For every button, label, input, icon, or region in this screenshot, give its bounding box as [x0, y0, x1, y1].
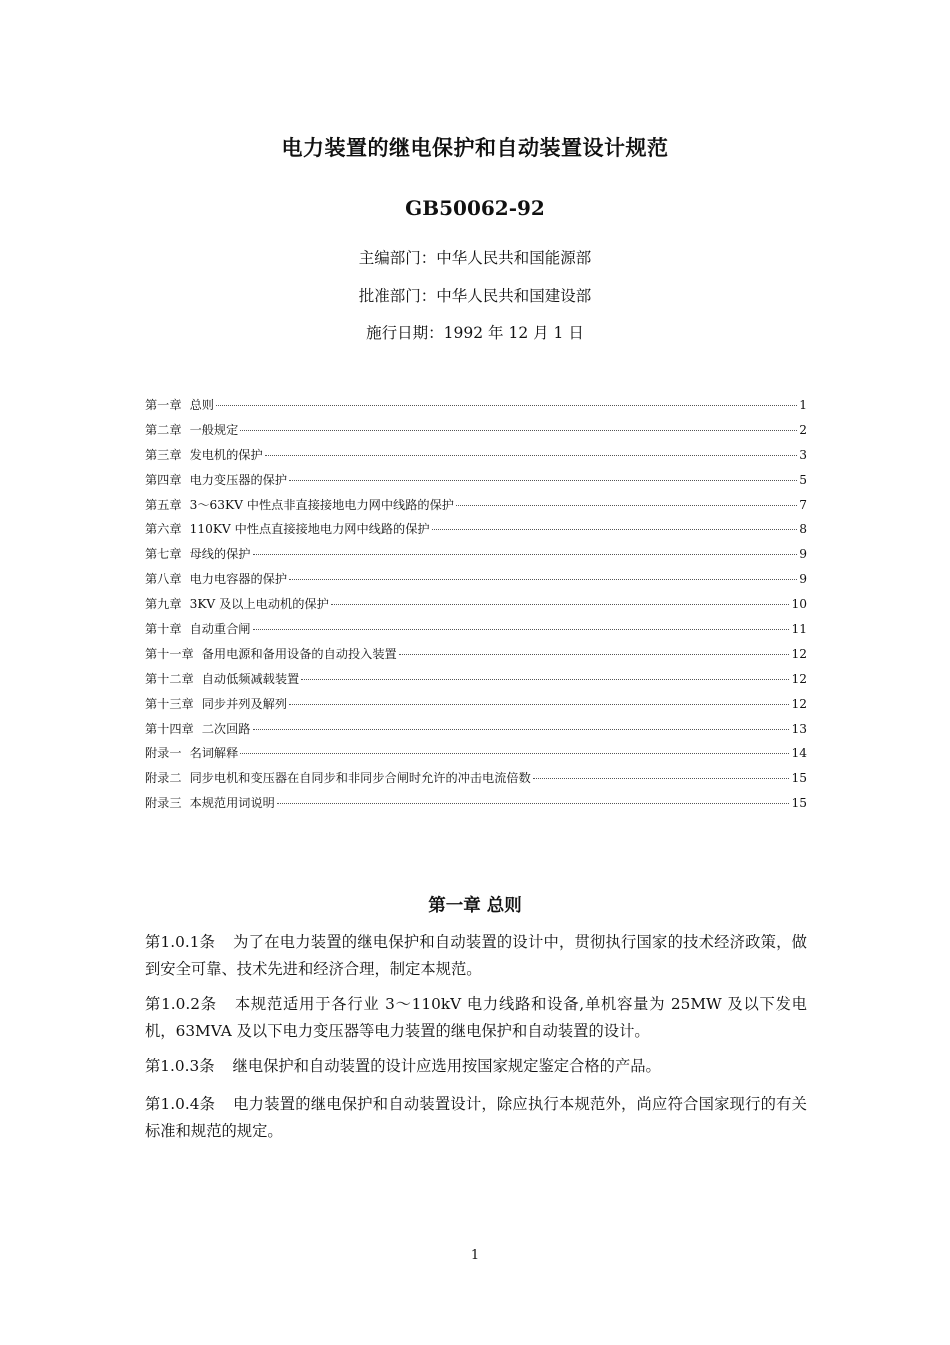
toc-entry-label — [145, 645, 397, 663]
toc-dot-leader — [240, 430, 797, 431]
toc-entry-page: 14 — [791, 746, 807, 761]
toc-entry-page: 9 — [799, 547, 807, 562]
toc-entry[interactable] — [145, 744, 807, 769]
article-text: 本规范适用于各行业 3～110kV 电力线路和设备,单机容量为 25MW 及以下发电机，63MVA 及以下电力变压器等电力装置的继电保护和自动装置的设计。 — [145, 995, 807, 1040]
toc-entry-number: 第五章 — [145, 497, 182, 512]
toc-entry-label — [145, 545, 251, 563]
article-number: 第1.0.1条 — [145, 933, 216, 951]
toc-entry[interactable] — [145, 670, 807, 695]
article-text: 电力装置的继电保护和自动装置设计，除应执行本规范外，尚应符合国家现行的有关标准和规范的规定。 — [145, 1095, 807, 1140]
toc-entry-title: 同步电机和变压器在自同步和非同步合闸时允许的冲击电流倍数 — [189, 771, 531, 786]
toc-entry-label — [145, 595, 329, 613]
toc-entry-page: 5 — [799, 472, 807, 487]
toc-entry-title: 3KV 及以上电动机的保护 — [189, 597, 329, 612]
toc-entry-title: 一般规定 — [189, 422, 239, 437]
toc-entry[interactable] — [145, 421, 807, 446]
toc-entry-page: 15 — [791, 771, 807, 786]
toc-entry-title: 电力电容器的保护 — [189, 572, 288, 587]
toc-entry-label — [145, 421, 238, 439]
toc-dot-leader — [289, 480, 797, 481]
article-number: 第1.0.4条 — [145, 1095, 216, 1113]
toc-entry-number: 第一章 — [145, 398, 182, 412]
effective-date: 施行日期：1992 年 12 月 1 日 — [366, 324, 584, 342]
toc-entry-number: 第九章 — [145, 597, 182, 612]
toc-dot-leader — [277, 803, 790, 804]
toc-dot-leader — [216, 405, 797, 406]
article-text: 继电保护和自动装置的设计应选用按国家规定鉴定合格的产品。 — [232, 1057, 661, 1075]
toc-entry-number: 第四章 — [145, 472, 182, 487]
toc-entry[interactable] — [145, 595, 807, 620]
toc-dot-leader — [533, 778, 790, 779]
toc-entry[interactable] — [145, 620, 807, 645]
toc-dot-leader — [399, 654, 790, 655]
article-text: 为了在电力装置的继电保护和自动装置的设计中，贯彻执行国家的技术经济政策，做到安全可靠、技术先进和经济合理，制定本规范。 — [145, 933, 807, 978]
toc-entry[interactable] — [145, 520, 807, 545]
toc-dot-leader — [253, 729, 790, 730]
toc-entry[interactable] — [145, 471, 807, 496]
approver-department: 批准部门：中华人民共和国建设部 — [358, 287, 592, 305]
toc-entry-title: 3～63KV 中性点非直接接地电力网中线路的保护 — [189, 497, 454, 512]
page-number: 1 — [470, 1248, 480, 1263]
toc-entry-page: 10 — [791, 597, 807, 612]
article-1-0-3 — [145, 1053, 807, 1080]
toc-dot-leader — [301, 679, 789, 680]
toc-entry-number: 第六章 — [145, 522, 182, 537]
toc-entry-page: 12 — [791, 696, 807, 711]
toc-entry-label — [145, 446, 263, 464]
toc-entry-label — [145, 794, 275, 812]
toc-dot-leader — [289, 579, 797, 580]
standard-code: GB50062-92 — [405, 196, 545, 220]
toc-entry-page: 7 — [799, 497, 807, 512]
toc-entry-title: 自动低频减载装置 — [201, 671, 300, 686]
toc-entry[interactable] — [145, 446, 807, 471]
toc-entry-number: 第十三章 — [145, 696, 194, 711]
toc-entry-title: 名词解释 — [189, 746, 239, 761]
toc-entry-label — [145, 769, 531, 787]
toc-entry-number: 第八章 — [145, 572, 182, 587]
toc-dot-leader — [240, 753, 789, 754]
toc-entry-title: 总则 — [189, 398, 214, 412]
toc-entry-number: 第七章 — [145, 547, 182, 562]
toc-entry-label — [145, 670, 299, 688]
toc-entry-label — [145, 620, 251, 638]
article-1-0-2 — [145, 991, 807, 1045]
toc-entry[interactable] — [145, 545, 807, 570]
toc-dot-leader — [253, 629, 790, 630]
toc-entry-page: 15 — [791, 796, 807, 811]
toc-entry-page: 9 — [799, 572, 807, 587]
toc-entry[interactable] — [145, 396, 807, 421]
chapter-heading: 第一章 总则 — [428, 896, 522, 916]
article-number: 第1.0.3条 — [145, 1057, 215, 1075]
toc-entry-number: 附录一 — [145, 746, 182, 761]
toc-entry-page: 12 — [791, 646, 807, 661]
toc-entry-label — [145, 396, 214, 414]
toc-entry-page: 8 — [799, 522, 807, 537]
toc-entry-number: 第十章 — [145, 622, 182, 637]
toc-entry-page: 3 — [799, 447, 807, 462]
toc-entry-page: 12 — [791, 671, 807, 686]
toc-entry-title: 发电机的保护 — [189, 447, 263, 462]
toc-entry[interactable] — [145, 496, 807, 521]
toc-entry-page: 1 — [799, 398, 807, 412]
toc-entry-number: 第十二章 — [145, 671, 194, 686]
article-number: 第1.0.2条 — [145, 995, 217, 1013]
toc-dot-leader — [265, 455, 798, 456]
toc-dot-leader — [456, 505, 797, 506]
toc-entry-title: 本规范用词说明 — [189, 796, 275, 811]
toc-entry-number: 第三章 — [145, 447, 182, 462]
toc-entry-page: 13 — [791, 721, 807, 736]
toc-entry-label — [145, 471, 287, 489]
toc-entry-label — [145, 570, 287, 588]
toc-entry[interactable] — [145, 720, 807, 745]
toc-entry-number: 附录二 — [145, 771, 182, 786]
toc-entry-label — [145, 744, 238, 762]
toc-entry[interactable] — [145, 695, 807, 720]
toc-entry-title: 同步并列及解列 — [201, 696, 288, 711]
toc-entry-page: 2 — [799, 422, 807, 437]
toc-entry-title: 110KV 中性点直接接地电力网中线路的保护 — [189, 522, 430, 537]
toc-entry-label — [145, 520, 430, 538]
editor-department: 主编部门：中华人民共和国能源部 — [358, 249, 592, 267]
toc-entry-title: 二次回路 — [201, 721, 251, 736]
toc-entry-title: 备用电源和备用设备的自动投入装置 — [201, 646, 397, 661]
toc-dot-leader — [331, 604, 790, 605]
toc-entry-number: 第十一章 — [145, 646, 194, 661]
toc-dot-leader — [253, 554, 798, 555]
article-1-0-1 — [145, 929, 807, 983]
toc-entry-label — [145, 496, 454, 514]
toc-entry-number: 第十四章 — [145, 721, 194, 736]
toc-entry-title: 母线的保护 — [189, 547, 251, 562]
toc-entry[interactable] — [145, 645, 807, 670]
toc-entry-label — [145, 720, 251, 738]
table-of-contents — [145, 396, 807, 819]
toc-entry[interactable] — [145, 769, 807, 794]
toc-entry-title: 自动重合闸 — [189, 622, 251, 637]
toc-entry-number: 附录三 — [145, 796, 182, 811]
toc-entry-number: 第二章 — [145, 422, 182, 437]
toc-dot-leader — [289, 704, 789, 705]
toc-entry-label — [145, 695, 287, 713]
toc-dot-leader — [432, 529, 798, 530]
toc-entry-title: 电力变压器的保护 — [189, 472, 288, 487]
document-title: 电力装置的继电保护和自动装置设计规范 — [281, 135, 669, 160]
toc-entry[interactable] — [145, 794, 807, 819]
toc-entry[interactable] — [145, 570, 807, 595]
article-1-0-4 — [145, 1091, 807, 1145]
toc-entry-page: 11 — [791, 622, 807, 637]
